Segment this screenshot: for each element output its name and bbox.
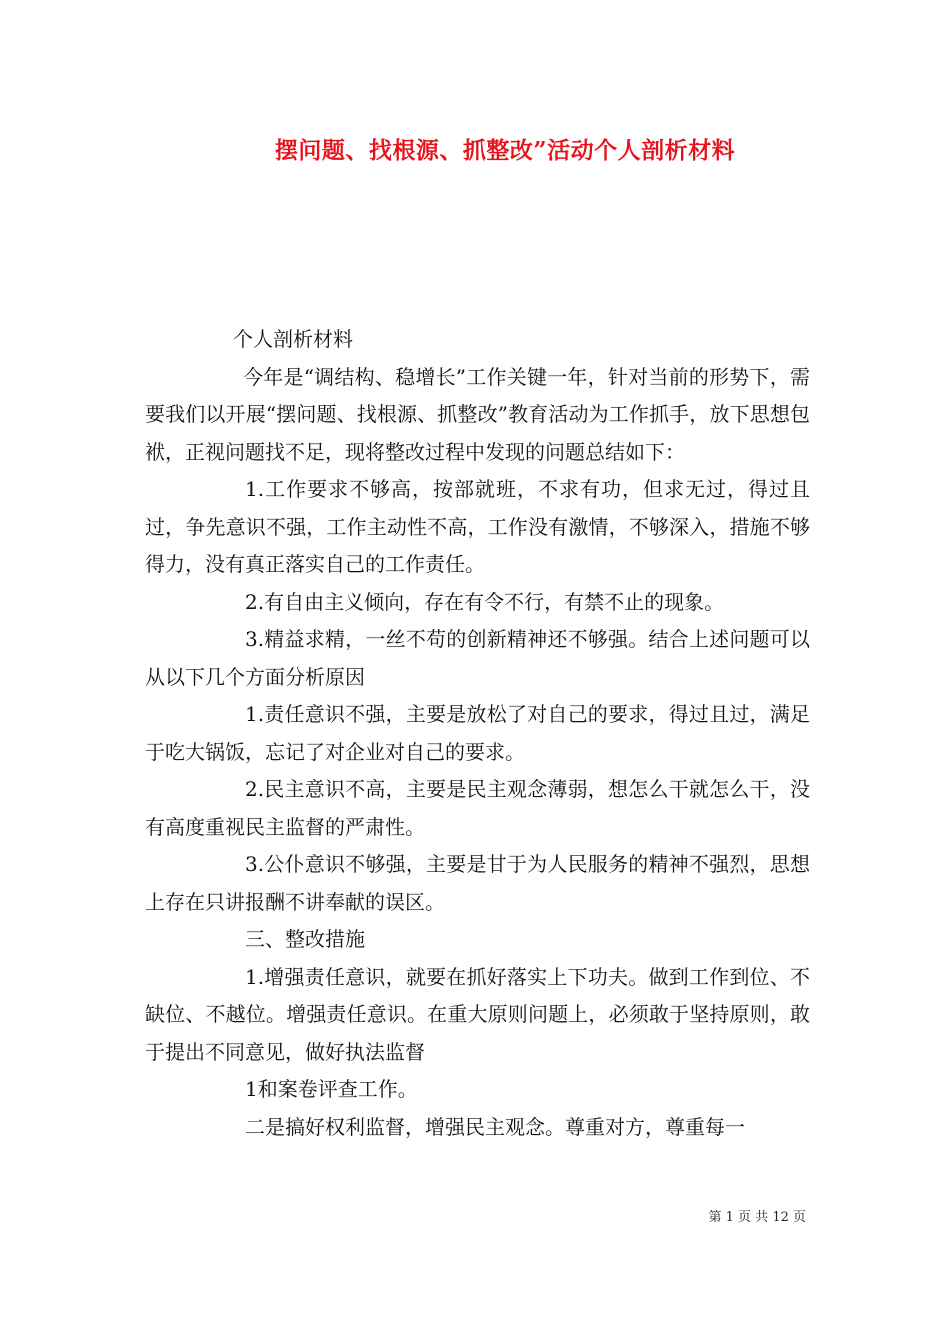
paragraph-measure-1: 1.增强责任意识，就要在抓好落实上下功夫。做到工作到位、不缺位、不越位。增强责任意识。在重大原则问题上，必须敢于坚持原则，敢于提出不同意见，做好执法监督 <box>145 964 810 1064</box>
paragraph-cause-3: 3.公仆意识不够强，主要是甘于为人民服务的精神不强烈，思想上存在只讲报酬不讲奉献的误区。 <box>145 852 810 914</box>
document-title: 摆问题、找根源、抓整改”活动个人剖析材料 <box>274 137 736 164</box>
paragraph-problem-1: 1.工作要求不够高，按部就班，不求有功，但求无过，得过且过，争先意识不强，工作主动性不高，工作没有激情，不够深入，措施不够得力，没有真正落实自己的工作责任。 <box>145 477 810 576</box>
section-heading-measures: 三、整改措施 <box>245 927 365 951</box>
paragraph-cause-1: 1.责任意识不强，主要是放松了对自己的要求，得过且过，满足于吃大锅饭，忘记了对企业对自己的要求。 <box>145 702 810 764</box>
page-number: 第 1 页 共 12 页 <box>708 1210 806 1225</box>
section-heading: 个人剖析材料 <box>233 327 353 351</box>
paragraph-problem-3: 3.精益求精，一丝不苟的创新精神还不够强。结合上述问题可以从以下几个方面分析原因 <box>145 627 810 689</box>
paragraph-intro: 今年是“调结构、稳增长”工作关键一年，针对当前的形势下，需要我们以开展“摆问题、找根源、抓整改”教育活动为工作抓手，放下思想包袱，正视问题找不足，现将整改过程中发现的问题总结如下： <box>145 364 810 464</box>
paragraph-measure-2: 二是搞好权利监督，增强民主观念。尊重对方，尊重每一 <box>245 1114 745 1139</box>
paragraph-cause-2: 2.民主意识不高，主要是民主观念薄弱，想怎么干就怎么干，没有高度重视民主监督的严肃性。 <box>145 777 810 839</box>
paragraph-measure-1-cont: 1和案卷评查工作。 <box>245 1077 418 1101</box>
paragraph-problem-2: 2.有自由主义倾向，存在有令不行，有禁不止的现象。 <box>245 589 725 614</box>
document-body <box>145 321 810 1146</box>
